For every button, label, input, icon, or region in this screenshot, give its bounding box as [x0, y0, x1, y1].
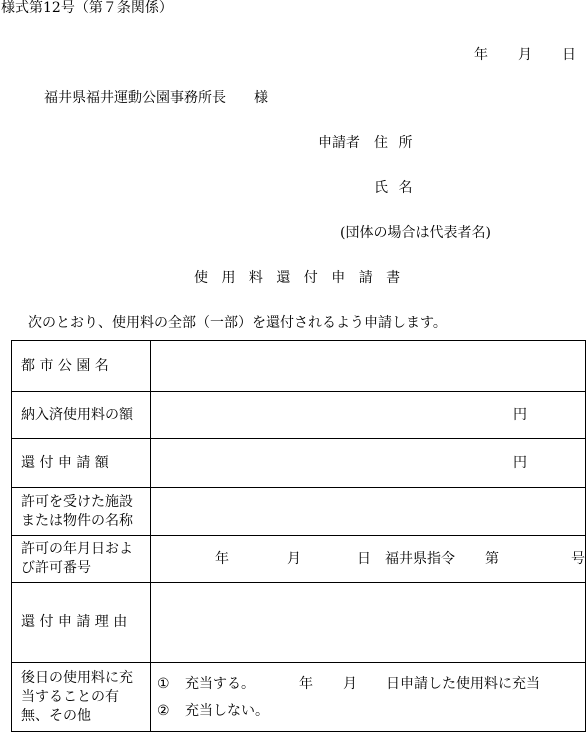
group-note: (団体の場合は代表者名) — [340, 225, 491, 241]
option2-mark[interactable]: ② — [157, 703, 170, 719]
option1-year-label: 年 — [299, 676, 313, 692]
paid-fee-label: 納入済使用料の額 — [12, 392, 151, 439]
future-use-label — [12, 663, 151, 732]
future-label-line2: 当することの有 — [21, 688, 119, 705]
table-row — [12, 583, 586, 663]
permit-date-label-line1: 許可の年月日およ — [21, 541, 133, 557]
document-title: 使 用 料 還 付 申 請 書 — [194, 270, 401, 286]
name-label: 氏 名 — [374, 180, 413, 196]
address-label: 住 所 — [374, 135, 413, 151]
refund-reason-field[interactable] — [151, 583, 586, 663]
future-label-line3: 無、その他 — [21, 707, 91, 724]
permit-dai-label: 第 — [485, 551, 499, 567]
permit-go-label: 号 — [571, 551, 585, 567]
recipient-honorific: 様 — [254, 90, 268, 106]
date-year-label: 年 — [474, 47, 488, 63]
intro-text: 次のとおり、使用料の全部（一部）を還付されるよう申請します。 — [28, 315, 447, 331]
table-row — [12, 392, 586, 439]
recipient-name: 福井県福井運動公園事務所長 — [44, 90, 226, 106]
refund-reason-label: 還 付 申 請 理 由 — [12, 583, 151, 663]
refund-amount-field[interactable] — [151, 439, 586, 488]
application-table — [11, 340, 586, 732]
date-day-label: 日 — [562, 47, 576, 63]
permit-date-field[interactable] — [151, 536, 586, 583]
applicant-label: 申請者 — [318, 135, 360, 151]
permit-date-label — [12, 536, 151, 583]
facility-label-line2: または物件の名称 — [21, 512, 133, 529]
facility-name-field[interactable] — [151, 488, 586, 536]
permit-day-label: 日 — [357, 551, 371, 567]
future-label-line1: 後日の使用料に充 — [21, 669, 133, 686]
form-number: 様式第12号（第７条関係） — [1, 0, 173, 16]
future-use-options — [151, 663, 586, 732]
park-name-field[interactable] — [151, 341, 586, 392]
park-name-label: 都 市 公 園 名 — [12, 341, 151, 392]
option1-tail-text: 日申請した使用料に充当 — [386, 676, 540, 692]
option1-text: 充当する。 — [185, 676, 255, 692]
permit-month-label: 月 — [287, 551, 301, 567]
table-row — [12, 536, 586, 583]
date-month-label: 月 — [518, 47, 532, 63]
table-row — [12, 341, 586, 392]
option1-mark[interactable]: ① — [157, 676, 170, 692]
option1-month-label: 月 — [343, 676, 357, 692]
facility-label-line1: 許可を受けた施設 — [21, 493, 133, 510]
yen-unit: 円 — [513, 407, 527, 423]
table-row — [12, 439, 586, 488]
table-row — [12, 663, 586, 732]
facility-name-label — [12, 488, 151, 536]
permit-directive-label: 福井県指令 — [385, 551, 455, 567]
option2-text: 充当しない。 — [185, 703, 269, 719]
paid-fee-field[interactable] — [151, 392, 586, 439]
refund-amount-label: 還 付 申 請 額 — [12, 439, 151, 488]
permit-year-label: 年 — [215, 551, 229, 567]
permit-date-label-line2: び許可番号 — [21, 560, 91, 576]
yen-unit: 円 — [513, 455, 527, 471]
table-row — [12, 488, 586, 536]
